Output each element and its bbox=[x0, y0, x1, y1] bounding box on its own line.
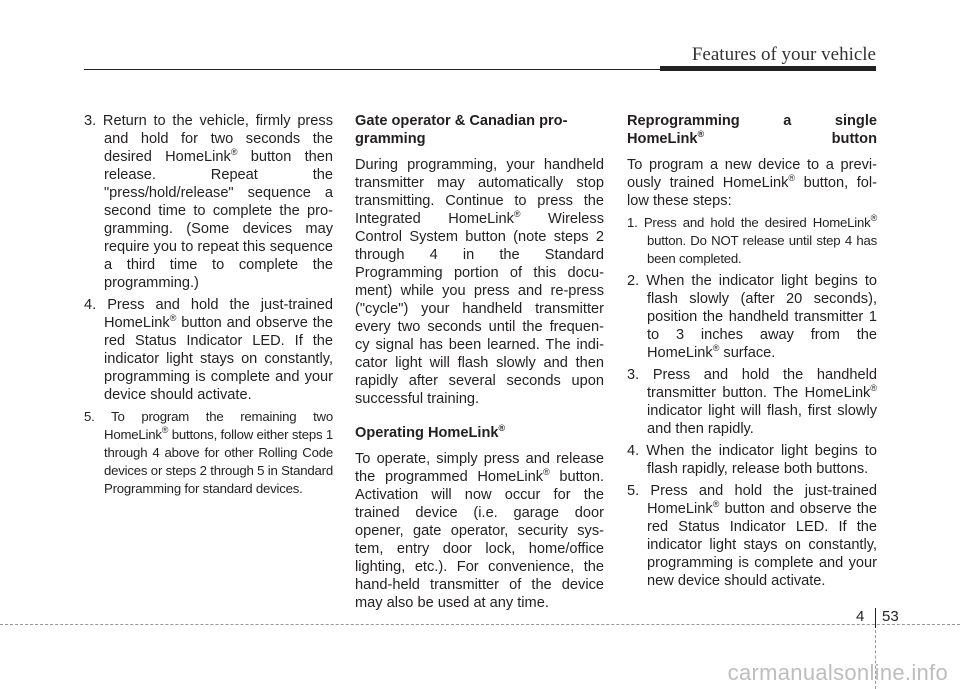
footer-divider bbox=[875, 608, 876, 628]
step-5: 5. Press and hold the just-trained HomeLink® button and observe the red Status Indicator LED. If the indicator light stays on constantly, programming is complete and your new device should activate. bbox=[627, 483, 877, 589]
paragraph-programming: During programming, your handheld transmitter may automatically stop transmitting. Continue to press the Integrated HomeLink® Wireless Control System button (note steps 2 through 4 in the Standard Programming portion of this docu-ment) while you press and re-press ("cycle") your handheld transmitter every two seconds until the frequen-cy signal has been learned. The indi-cator light will flash slowly and then rapidly after several seconds upon successful training. bbox=[355, 157, 604, 407]
heading-reprogramming: Reprogramming a single HomeLink® button bbox=[627, 113, 877, 147]
paragraph-intro: To program a new device to a previ-ously trained HomeLink® button, fol-low these steps: bbox=[627, 157, 877, 209]
paragraph-operating: To operate, simply press and release the programmed HomeLink® button. Activation will now occur for the trained device (i.e. garage door opener, gate operator, security sys-tem, entry door lock, home/office lighting, etc.). For convenience, the hand-held transmitter of the device may also be used at any time. bbox=[355, 451, 605, 611]
header-rule-accent bbox=[660, 66, 876, 71]
step-2: 2. When the indicator light begins to flash slowly (after 20 seconds), position the handheld transmitter 1 to 3 inches away from the HomeLink® surface. bbox=[627, 273, 877, 361]
column-right bbox=[627, 112, 877, 590]
chapter-number: 4 bbox=[856, 608, 865, 625]
section-title: Features of your vehicle bbox=[691, 44, 876, 65]
list-item-4: 4. Press and hold the just-trained HomeLink® button and observe the red Status Indicator LED. If the indicator light stays on constantly, programming is complete and your device should activate. bbox=[84, 297, 333, 403]
footer-rule bbox=[0, 624, 960, 625]
page-number: 53 bbox=[882, 608, 899, 625]
list-item-3: 3. Return to the vehicle, firmly press and hold for two seconds the desired HomeLink® button then release. Repeat the "press/hold/release" sequence a second time to complete the pro-gramming. (Some devices may require you to repeat this sequence a third time to complete the programming.) bbox=[84, 113, 333, 291]
step-1: 1. Press and hold the desired HomeLink® button. Do NOT release until step 4 has been completed. bbox=[627, 213, 877, 266]
step-4: 4. When the indicator light begins to flash rapidly, release both buttons. bbox=[627, 443, 877, 477]
column-left bbox=[84, 112, 333, 498]
column-middle bbox=[355, 112, 604, 612]
list-item-5: 5. To program the remaining two HomeLink® buttons, follow either steps 1 through 4 above for other Rolling Code devices or steps 2 through 5 in Standard Programming for standard devices. bbox=[84, 409, 333, 496]
watermark: carmanualsonline.info bbox=[727, 660, 948, 685]
heading-operating: Operating HomeLink® bbox=[355, 423, 506, 441]
step-3: 3. Press and hold the handheld transmitter button. The HomeLink® indicator light will flash, first slowly and then rapidly. bbox=[627, 367, 877, 437]
heading-gate-operator: Gate operator & Canadian pro-gramming bbox=[355, 113, 568, 147]
